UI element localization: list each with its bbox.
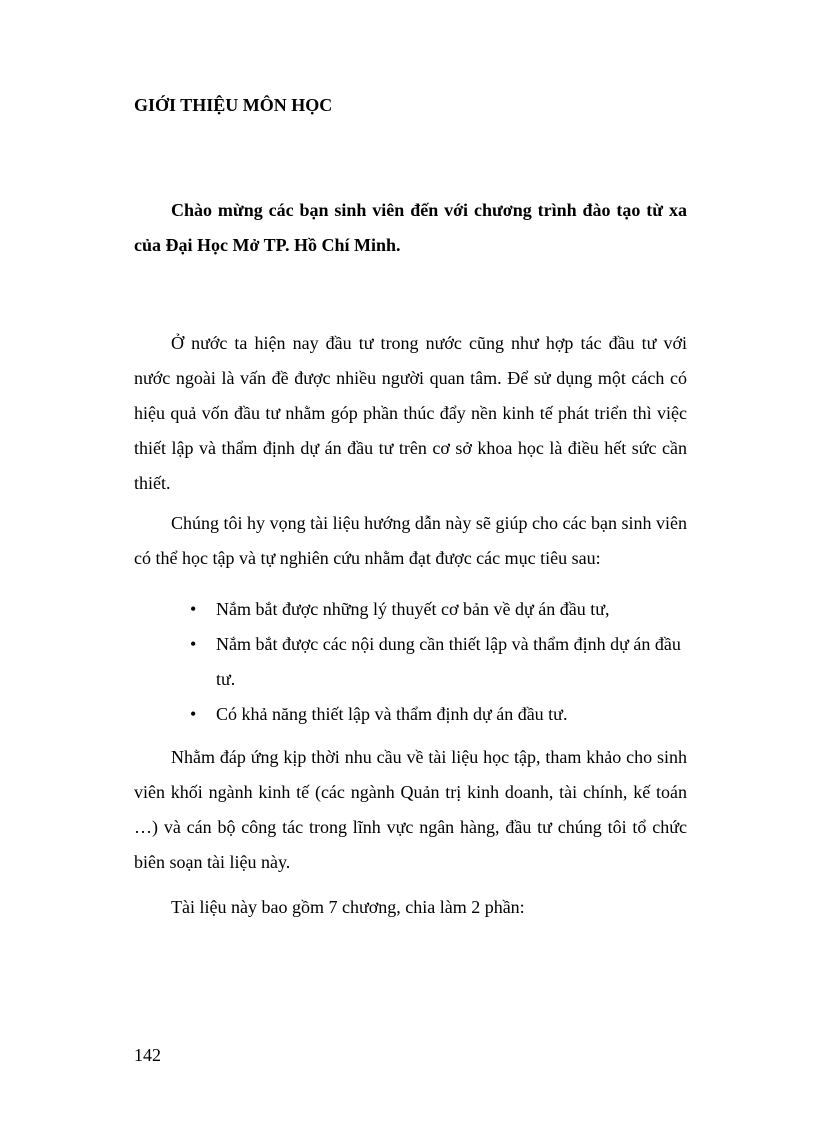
paragraph-audience: Nhằm đáp ứng kịp thời nhu cầu về tài liệu học tập, tham khảo cho sinh viên khối ngành kinh tế (các ngành Quản trị kinh doanh, tài chính, kế toán …) và cán bộ công tác trong lĩnh vực ngân hàng, đầu tư chúng tôi tổ chức biên soạn tài liệu này. — [134, 747, 687, 872]
list-item — [190, 627, 687, 697]
paragraph-objectives-intro: Chúng tôi hy vọng tài liệu hướng dẫn này sẽ giúp cho các bạn sinh viên có thể học tập và tự nghiên cứu nhằm đạt được các mục tiêu sau: — [134, 513, 687, 568]
list-item-text: Nắm bắt được các nội dung cần thiết lập và thẩm định dự án đầu tư. — [216, 634, 681, 689]
welcome-paragraph: Chào mừng các bạn sinh viên đến với chương trình đào tạo từ xa của Đại Học Mở TP. Hồ Chí Minh. — [134, 200, 687, 255]
section-heading: GIỚI THIỆU MÔN HỌC — [134, 95, 333, 115]
list-item-text: Nắm bắt được những lý thuyết cơ bản về dự án đầu tư, — [216, 599, 610, 619]
bullet-icon: • — [190, 599, 197, 619]
list-item — [190, 697, 687, 732]
paragraph-investment-context: Ở nước ta hiện nay đầu tư trong nước cũng như hợp tác đầu tư với nước ngoài là vấn đề được nhiều người quan tâm. Để sử dụng một cách có hiệu quả vốn đầu tư nhằm góp phần thúc đẩy nền kinh tế phát triển thì việc thiết lập và thẩm định dự án đầu tư trên cơ sở khoa học là điều hết sức cần thiết. — [134, 333, 687, 493]
bullet-icon: • — [190, 634, 197, 654]
paragraph-structure: Tài liệu này bao gồm 7 chương, chia làm 2 phần: — [171, 897, 525, 917]
page-number: 142 — [134, 1045, 161, 1065]
bullet-icon: • — [190, 704, 197, 724]
list-item-text: Có khả năng thiết lập và thẩm định dự án đầu tư. — [216, 704, 568, 724]
list-item — [190, 592, 687, 627]
objectives-list — [190, 592, 687, 732]
